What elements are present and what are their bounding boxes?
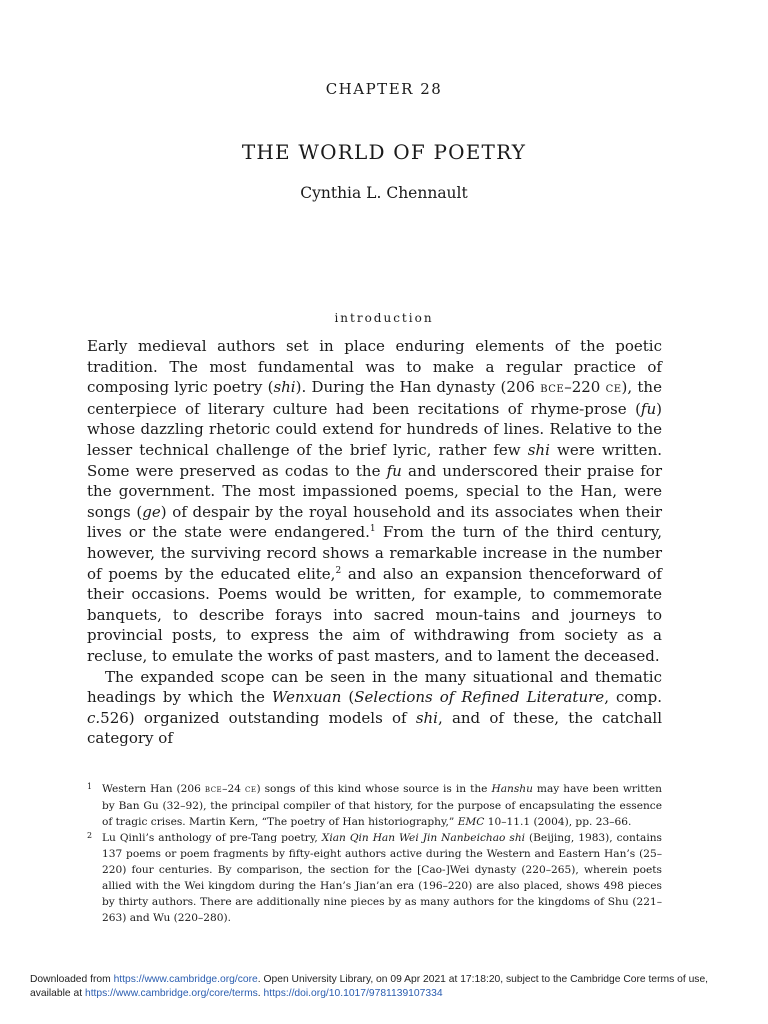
- title-anthology: Xian Qin Han Wei Jin Nanbeichao shi: [321, 832, 526, 844]
- term-shi: shi: [273, 378, 296, 397]
- text-run: 10–11.1 (2004), pp. 23–66.: [484, 816, 632, 828]
- era-ce: ce: [605, 380, 622, 397]
- text-run: 526) organized outstanding models of: [100, 708, 416, 727]
- text-run: may have been written by Ban Gu (32–92), the principal compiler of that history, for the purpose of encapsulating the essence of tragic crises. Martin Kern, “The poetry of Han historiography,”: [102, 783, 662, 828]
- footnote-1: [87, 781, 662, 830]
- text-run: Downloaded from: [30, 974, 114, 985]
- term-shi: shi: [527, 440, 550, 459]
- text-run: , and of these, the catchall category of: [87, 708, 663, 748]
- text-run: . Open University Library, on 09 Apr 2021 at 17:18:20, subject to the Cambridge Core terms of use, available at: [30, 974, 709, 999]
- section-heading: introduction: [334, 311, 434, 325]
- circa-abbrev: c.: [87, 708, 101, 727]
- term-ge: ge: [142, 502, 161, 521]
- era-bce: bce: [540, 380, 565, 397]
- paragraph-1: [87, 336, 662, 667]
- text-run: were written. Some were preserved as codas to the: [87, 440, 662, 480]
- chapter-author: Cynthia L. Chennault: [300, 184, 468, 202]
- text-run: (: [341, 688, 355, 707]
- body-text: [87, 336, 662, 749]
- footnote-number: 2: [87, 831, 93, 840]
- footnote-2: [87, 830, 662, 926]
- text-run: The expanded scope can be seen in the many situational and thematic headings by which the: [87, 667, 662, 707]
- text-run: , comp.: [604, 688, 662, 707]
- footnote-number: 1: [87, 782, 93, 791]
- text-run: –220: [564, 378, 606, 397]
- paragraph-2: [87, 667, 662, 749]
- text-run: and also an expansion thenceforward of their occasions. Poems would be written, for example, to commemorate banquets, to describe forays into sacred moun-tains and journeys to provincial posts, to express the aim of withdrawing from society as a recluse, to emulate the works of past masters, and to lament the deceased.: [87, 564, 662, 665]
- era-bce: bce: [204, 784, 223, 795]
- term-fu: fu: [640, 399, 657, 418]
- text-run: (Beijing, 1983), contains 137 poems or poem fragments by fifty-eight authors active during the Western and Eastern Han’s (25–220) four centuries. By comparison, the section for the [Cao-]Wei dynasty (220–265), wherein poets allied with the Wei kingdom during the Han’s Jian’an era (196–220) are also placed, shows 498 pieces by thirty authors. There are additionally nine pieces by as many authors for the kingdoms of Shu (221–263) and Wu (220–280).: [102, 832, 662, 924]
- terms-link[interactable]: https://www.cambridge.org/core/terms: [84, 987, 258, 999]
- footnote-ref-1[interactable]: 1: [369, 524, 376, 535]
- text-run: Early medieval authors set in place enduring elements of the poetic tradition. The most fundamental was to make a regular practice of composing lyric poetry (: [87, 337, 662, 397]
- title-selections: Selections of Refined Literature: [354, 688, 605, 707]
- footnote-ref-2[interactable]: 2: [335, 565, 342, 576]
- title-wenxuan: Wenxuan: [271, 688, 342, 707]
- journal-emc: EMC: [457, 816, 485, 828]
- text-run: and underscored their praise for the government. The most impassioned poems, special to the Han, were songs (: [87, 461, 662, 521]
- text-run: Lu Qinli’s anthology of pre-Tang poetry,: [102, 832, 322, 844]
- text-run: ). During the Han dynasty (206: [295, 378, 541, 397]
- text-run: .: [257, 987, 264, 999]
- doi-link[interactable]: https://doi.org/10.1017/9781139107334: [263, 987, 443, 999]
- chapter-label: CHAPTER 28: [325, 80, 443, 98]
- text-run: From the turn of the third century, however, the surviving record shows a remarkable increase in the number of poems by the educated elite,: [87, 523, 663, 583]
- text-run: ) songs of this kind whose source is in the: [256, 783, 492, 795]
- cambridge-core-link[interactable]: https://www.cambridge.org/core: [113, 974, 258, 985]
- download-notice: [30, 973, 750, 1000]
- term-shi: shi: [415, 708, 438, 727]
- chapter-title: THE WORLD OF POETRY: [241, 140, 527, 164]
- footnotes: [87, 781, 662, 926]
- text-run: ), the centerpiece of literary culture had been recitations of rhyme-prose (: [87, 378, 662, 418]
- era-ce: ce: [244, 784, 257, 795]
- text-run: ) whose dazzling rhetoric could extend for hundreds of lines. Relative to the lesser technical challenge of the brief lyric, rather few: [87, 399, 662, 459]
- text-run: –24: [222, 783, 245, 795]
- term-fu: fu: [386, 461, 402, 480]
- text-run: Western Han (206: [102, 783, 205, 795]
- title-hanshu: Hanshu: [491, 783, 533, 795]
- text-run: ) of despair by the royal household and its associates when their lives or the state were endangered.: [87, 502, 663, 542]
